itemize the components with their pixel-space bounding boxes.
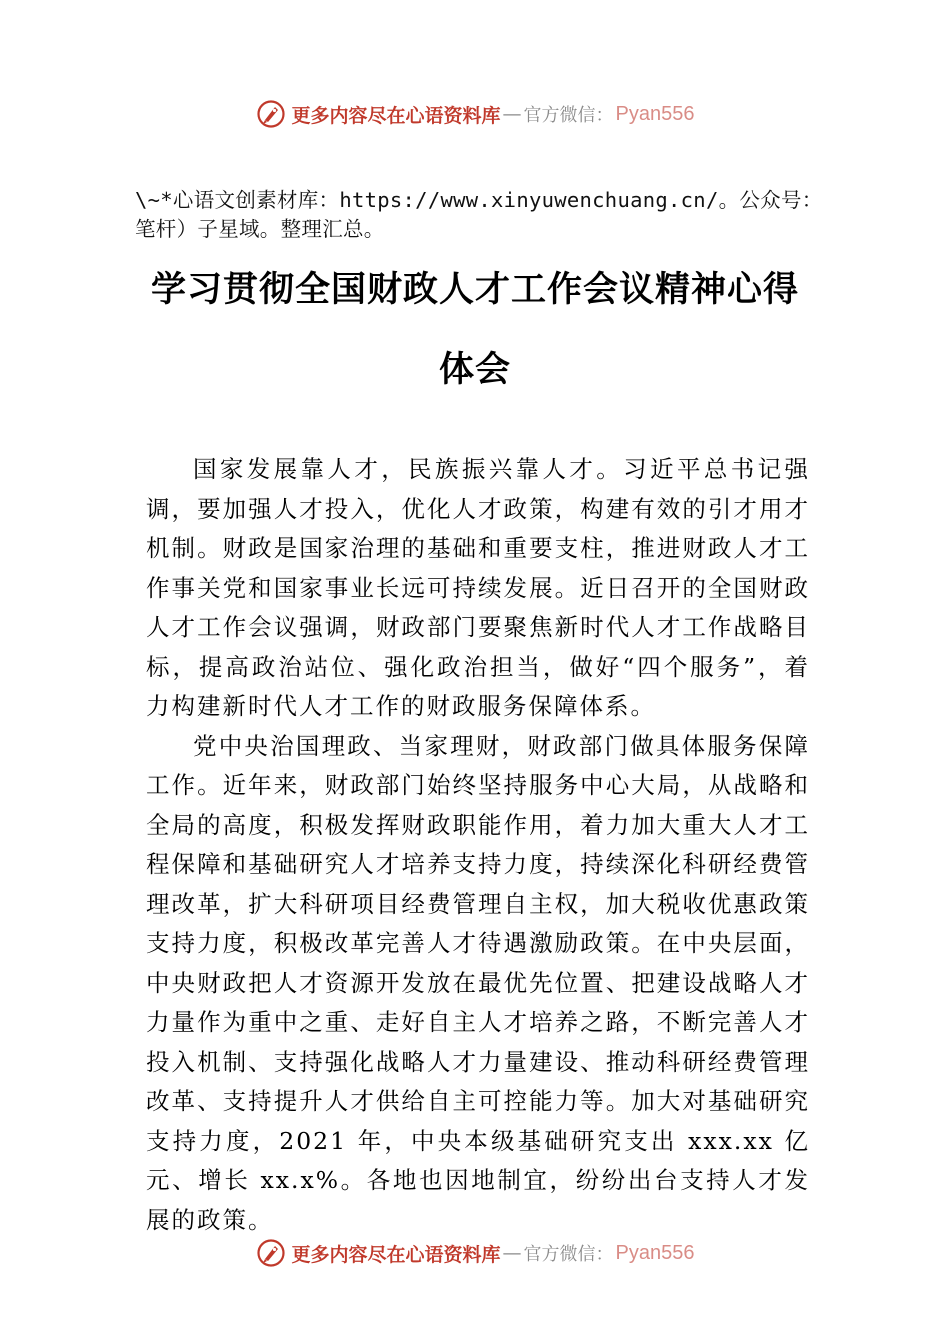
banner-wechat-label: 官方微信： (523, 1244, 614, 1265)
banner-separator: — (502, 103, 522, 125)
document-title (120, 250, 830, 410)
paragraph: 国家发展靠人才，民族振兴靠人才。习近平总书记强调，要加强人才投入，优化人才政策，构建有效的引才用才机制。财政是国家治理的基础和重要支柱，推进财政人才工作事关党和国家事业长远可持续发展。近日召开的全国财政人才工作会议强调，财政部门要聚焦新时代人才工作战略目标，提高政治站位、强化政治担当，做好“四个服务”，着力构建新时代人才工作的财政服务保障体系。 (146, 455, 810, 720)
banner-text: 更多内容尽在心语资料库 (291, 104, 501, 127)
banner-wechat-id: Pyan556 (615, 1241, 695, 1264)
banner-wechat-id: Pyan556 (615, 102, 695, 125)
paragraph: 党中央治国理政、当家理财，财政部门做具体服务保障工作。近年来，财政部门始终坚持服务中心大局，从战略和全局的高度，积极发挥财政职能作用，着力加大重大人才工程保障和基础研究人才培养支持力度，持续深化科研经费管理改革，扩大科研项目经费管理自主权，加大税收优惠政策支持力度，积极改革完善人才待遇激励政策。在中央层面， 中央财政把人才资源开发放在最优先位置、把建设战略人才力量作为重中之重、走好自主人才培养之路，不断完善人才投入机制、支持强化战略人才力量建设、推动科研经费管理改革、支持提升人才供给自主可控能力等。加大对基础研究支持力度，2021 年，中央本级基础研究支出 xxx.xx 亿元、增长 xx.x%。各地也因地制宜，纷纷出台支持人才发展的政策。 (146, 731, 810, 1234)
banner-separator: — (502, 1242, 522, 1264)
footer-banner (0, 1233, 950, 1273)
source-note: \~*心语文创素材库：https://www.xinyuwenchuang.cn/。公众号：笔杆）子星域。整理汇总。 (135, 188, 823, 241)
document-body (146, 450, 810, 1240)
banner-wechat-label: 官方微信： (523, 105, 614, 126)
title-line-1: 学习贯彻全国财政人才工作会议精神心得 (150, 270, 799, 310)
pen-nib-logo-icon (256, 1238, 286, 1268)
pen-nib-logo-icon (256, 99, 286, 129)
title-line-2: 体会 (438, 350, 511, 390)
banner-text: 更多内容尽在心语资料库 (291, 1243, 501, 1266)
header-banner (0, 94, 950, 134)
